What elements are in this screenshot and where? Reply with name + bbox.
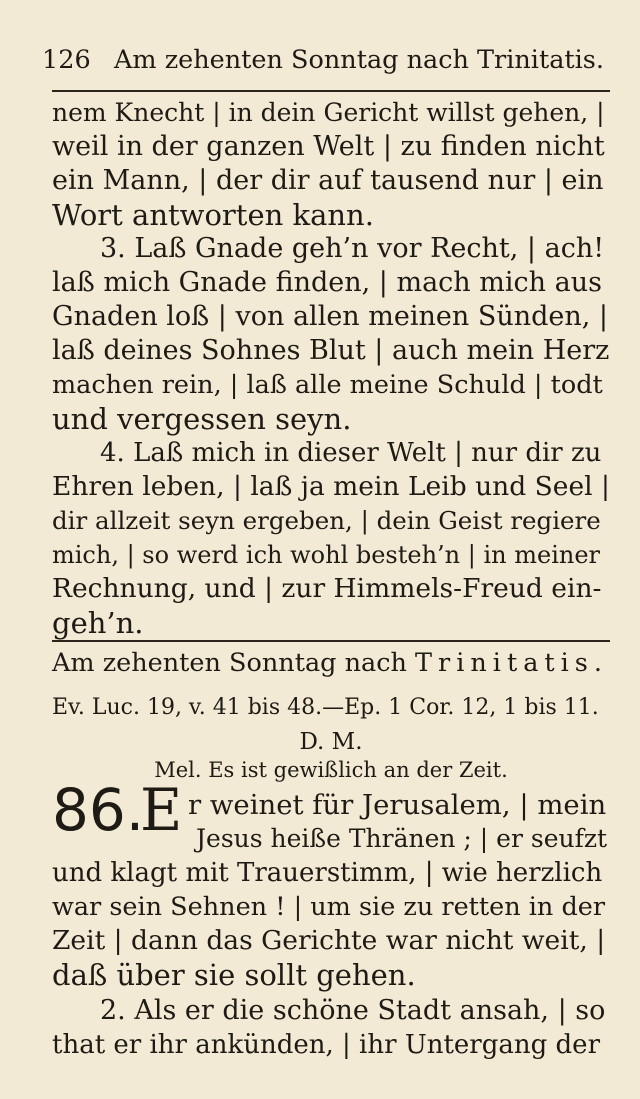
scripture-readings: Ev. Luc. 19, v. 41 bis 48.—Ep. 1 Cor. 12, 1 bis 11. bbox=[52, 695, 599, 720]
running-title: Am zehenten Sonntag nach Trinitatis. bbox=[114, 45, 604, 75]
section-title-main: Am zehenten Sonntag nach bbox=[52, 648, 416, 678]
text-line: dir allzeit seyn ergeben, | dein Geist regiere bbox=[52, 506, 601, 535]
verse-3-start: 3. Laß Gnade geh’n vor Recht, | ach! bbox=[100, 233, 605, 264]
section-rule bbox=[52, 640, 610, 642]
verse-4-start: 4. Laß mich in dieser Welt | nur dir zu bbox=[100, 438, 602, 468]
header-rule bbox=[52, 90, 610, 92]
page-header bbox=[42, 38, 610, 82]
hymn-number: 86. bbox=[52, 776, 145, 844]
hymn-second-line: Jesus heiße Thränen ; | er seufzt bbox=[196, 824, 608, 853]
drop-cap: E bbox=[140, 776, 183, 844]
text-line: nem Knecht | in dein Gericht willst gehen, | bbox=[52, 98, 605, 127]
text-line: und vergessen seyn. bbox=[52, 402, 352, 436]
text-line: war sein Sehnen ! | um sie zu retten in der bbox=[52, 892, 606, 922]
text-line: geh’n. bbox=[52, 606, 144, 640]
melody-line: Mel. Es ist gewißlich an der Zeit. bbox=[154, 758, 508, 782]
hymn-first-line: r weinet für Jerusalem, | mein bbox=[188, 789, 607, 821]
text-line: laß mich Gnade finden, | mach mich aus bbox=[52, 267, 602, 298]
text-line: that er ihr ankünden, | ihr Untergang der bbox=[52, 1030, 600, 1060]
verse-2-start: 2. Als er die schöne Stadt ansah, | so bbox=[100, 995, 606, 1026]
text-line: Zeit | dann das Gerichte war nicht weit, | bbox=[52, 925, 606, 956]
text-line: machen rein, | laß alle meine Schuld | todt bbox=[52, 370, 603, 400]
tune-code: D. M. bbox=[299, 729, 363, 755]
text-line: Rechnung, und | zur Himmels-Freud ein- bbox=[52, 573, 602, 604]
text-line: und klagt mit Trauerstimm, | wie herzlich bbox=[52, 858, 603, 888]
section-title bbox=[52, 645, 610, 681]
section-title-trinitatis: Trinitatis. bbox=[415, 648, 608, 678]
text-line: weil in der ganzen Welt | zu finden nicht bbox=[52, 131, 605, 162]
text-line: Wort antworten kann. bbox=[52, 198, 374, 232]
text-line: mich, | so werd ich wohl besteh’n | in meiner bbox=[52, 541, 601, 569]
text-line: Ehren leben, | laß ja mein Leib und Seel | bbox=[52, 471, 610, 502]
text-line: Gnaden loß | von allen meinen Sünden, | bbox=[52, 301, 609, 332]
text-line: laß deines Sohnes Blut | auch mein Herz bbox=[52, 335, 610, 366]
page-number: 126 bbox=[42, 45, 91, 75]
text-line: daß über sie sollt gehen. bbox=[52, 958, 416, 992]
text-line: ein Mann, | der dir auf tausend nur | ein bbox=[52, 165, 604, 196]
